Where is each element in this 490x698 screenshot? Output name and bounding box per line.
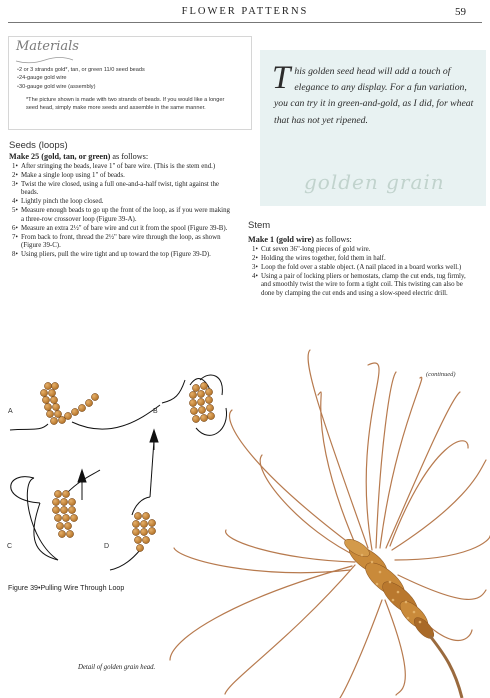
- step-number: 1•: [12, 163, 18, 170]
- seeds-make-rest: as follows:: [110, 152, 149, 161]
- continued-note: (continued): [426, 371, 456, 378]
- figure-label-a: A: [8, 408, 13, 415]
- bead-cluster-b: [189, 382, 214, 422]
- bead-cluster-c: [52, 490, 77, 537]
- stem-heading: Stem: [248, 220, 271, 231]
- bead-cluster-a: [40, 382, 98, 424]
- pattern-title: golden grain: [304, 170, 445, 194]
- materials-item: • 24-gauge gold wire: [17, 74, 243, 82]
- materials-item: • 2 or 3 strands gold*, tan, or green 11/0 seed beads: [17, 66, 243, 74]
- step-text: Make a single loop using 1" of beads.: [21, 171, 125, 179]
- stem-make-rest: as follows:: [314, 235, 352, 244]
- step-text: Cut seven 36"-long pieces of gold wire.: [261, 246, 371, 253]
- figure-label-c: C: [7, 543, 13, 550]
- seeds-make-bold: Make 25 (gold, tan, or green): [9, 152, 111, 161]
- step-text: From back to front, thread the 2½" bare wire through the loop, as shown (Figure 39-C).: [21, 233, 221, 249]
- step-number: 6•: [12, 224, 18, 232]
- step-text: Twist the wire closed, using a full one-and-a-half twist, tight against the beads.: [21, 180, 219, 197]
- step-number: 3•: [12, 180, 18, 188]
- drop-cap: T: [272, 60, 291, 96]
- step-number: 5•: [12, 207, 18, 215]
- step-number: 8•: [12, 250, 18, 258]
- bead-cluster-d: [132, 512, 155, 551]
- intro-text: his golden seed head will add a touch of elegance to any display. For a fun variation, you can try it in green-and-gold, as I did, for wheat that has not yet ripened.: [274, 66, 474, 126]
- step-number: 1•: [252, 246, 258, 253]
- figure-label-b: B: [153, 408, 158, 415]
- seeds-heading: Seeds (loops): [9, 140, 68, 151]
- figure-label-d: D: [104, 543, 110, 550]
- running-title: FLOWER PATTERNS: [181, 6, 309, 17]
- step-number: 3•: [252, 263, 258, 271]
- step-number: 2•: [12, 171, 18, 179]
- step-text: Lightly pinch the loop closed.: [21, 198, 104, 206]
- step-text: Using a pair of locking pliers or hemostats, clamp the cut ends, tug firmly, and smoothly twist the wire to form a tight coil. This twisting can also be done by clamping the cut ends and using a slow-speed electric drill.: [261, 272, 466, 297]
- materials-title: Materials: [16, 39, 79, 54]
- stem-make-bold: Make 1 (gold wire): [248, 235, 315, 244]
- step-number: 7•: [12, 233, 18, 241]
- step-text: Loop the fold over a stable object. (A nail placed in a board works well.): [261, 263, 462, 271]
- step-text: After stringing the beads, leave 1" of bare wire. (This is the stem end.): [21, 163, 216, 170]
- materials-item: • 30-gauge gold wire (assembly): [17, 83, 243, 91]
- photo-caption: Detail of golden grain head.: [78, 664, 156, 671]
- step-text: Measure enough beads to go up the front of the loop, as if you were making a three-row crossover loop (Figure 39-A).: [21, 207, 230, 223]
- step-number: 4•: [252, 272, 258, 280]
- page-number: 59: [455, 6, 466, 18]
- step-text: Holding the wires together, fold them in half.: [261, 254, 386, 262]
- figure-caption: Figure 39•Pulling Wire Through Loop: [8, 584, 125, 592]
- step-text: Measure an extra 2½" of bare wire and cut it from the spool (Figure 39-B).: [21, 224, 228, 232]
- step-text: Using pliers, pull the wire tight and up toward the top (Figure 39-D).: [21, 250, 211, 258]
- step-number: 4•: [12, 198, 18, 206]
- materials-note: *The picture shown is made with two strands of beads. If you would like a longer seed head, simply make more seeds and assemble in the same manner.: [26, 97, 225, 112]
- step-number: 2•: [252, 254, 258, 262]
